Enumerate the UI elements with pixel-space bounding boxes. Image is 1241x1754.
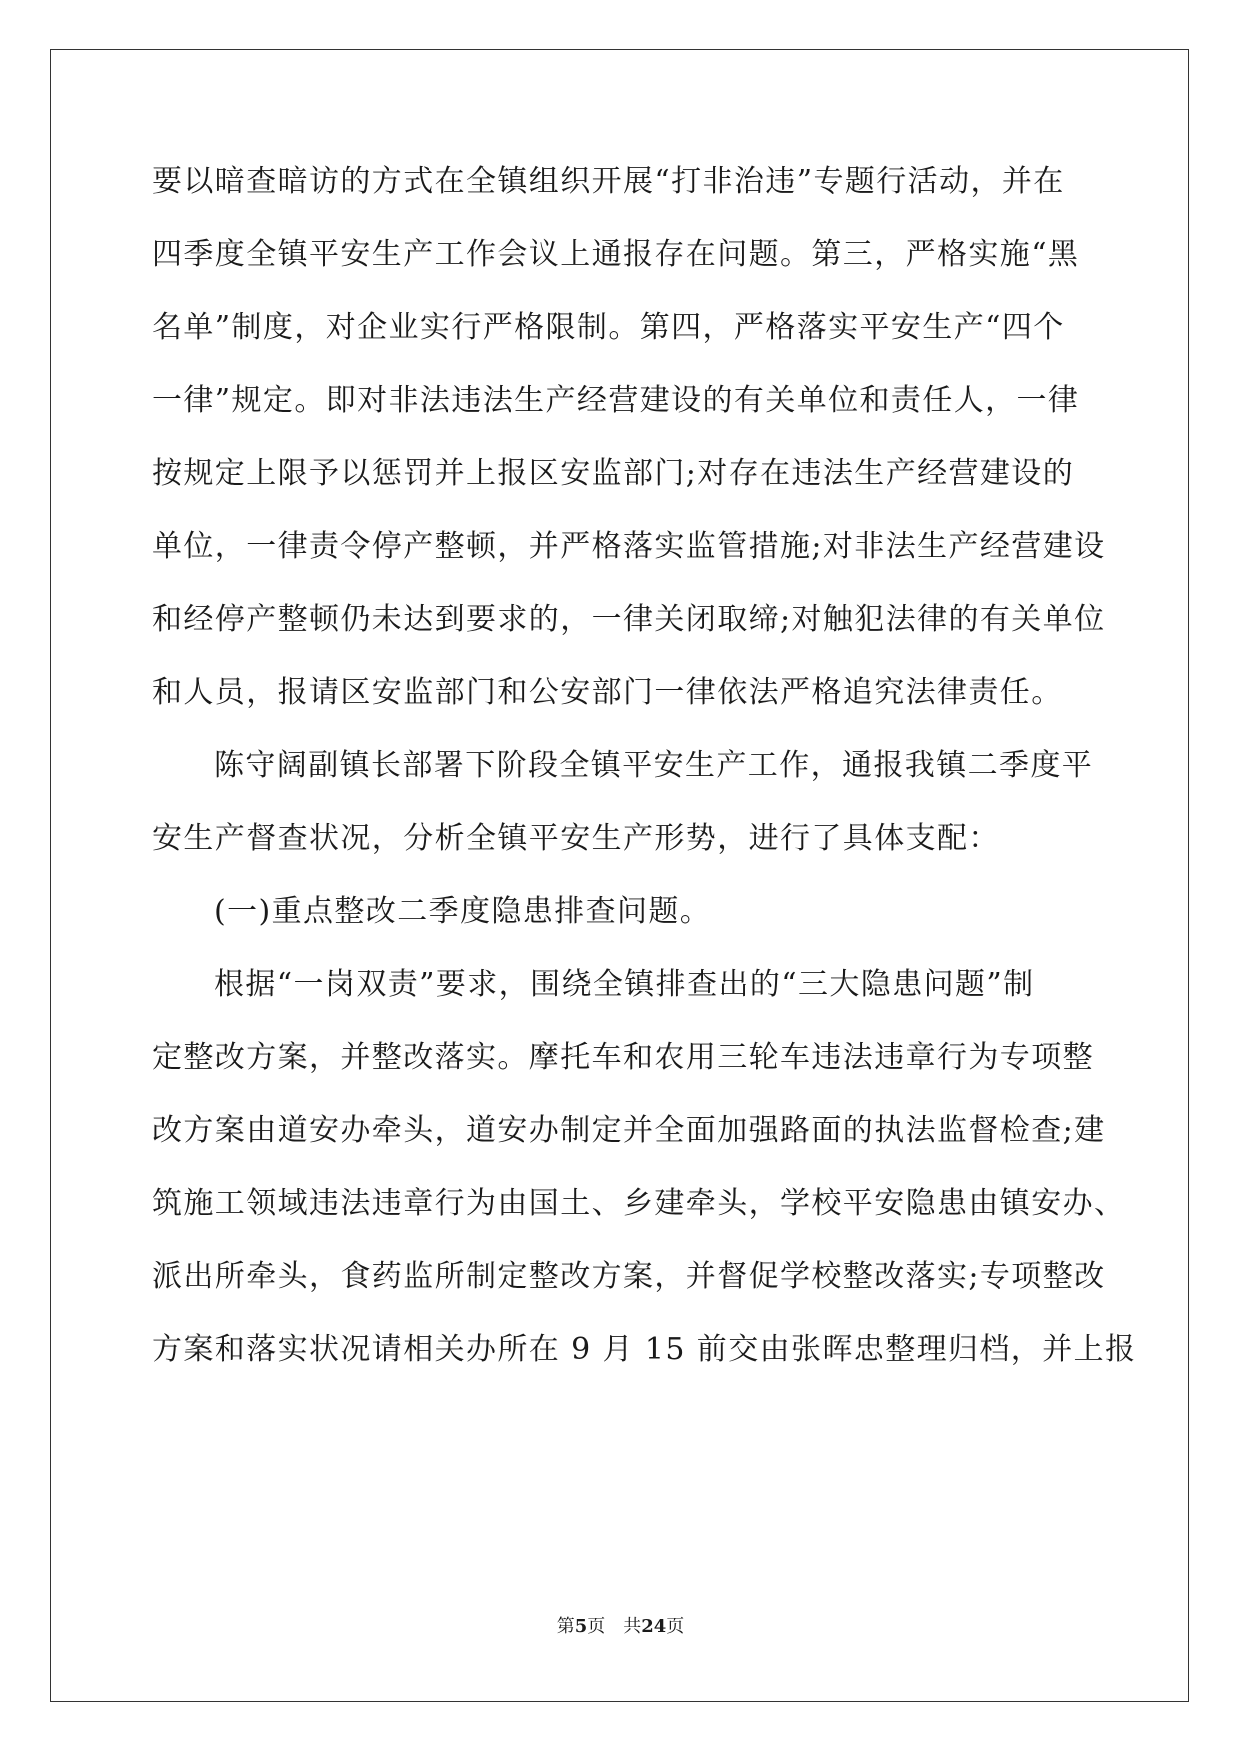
text-line: 四季度全镇平安生产工作会议上通报存在问题。第三，严格实施“黑 [152, 237, 1080, 272]
text-line: 安生产督查状况，分析全镇平安生产形势，进行了具体支配： [152, 821, 1000, 856]
text-line: 一律”规定。即对非法违法生产经营建设的有关单位和责任人，一律 [152, 383, 1080, 418]
page-border [50, 49, 1189, 1702]
text-line: 按规定上限予以惩罚并上报区安监部门;对存在违法生产经营建设的 [152, 456, 1075, 491]
text-line: 派出所牵头，食药监所制定整改方案，并督促学校整改落实;专项整改 [152, 1259, 1106, 1294]
text-line: 要以暗查暗访的方式在全镇组织开展“打非治违”专题行活动，并在 [152, 164, 1065, 199]
page-total: 24 [641, 1616, 667, 1637]
paragraph-first-line: 根据“一岗双责”要求，围绕全镇排查出的“三大隐患问题”制 [214, 967, 1035, 1002]
text-line: 方案和落实状况请相关办所在 9 月 15 前交由张晖忠整理归档，并上报 [152, 1332, 1137, 1367]
page-prefix: 第 [556, 1616, 575, 1637]
text-line: 筑施工领域违法违章行为由国土、乡建牵头，学校平安隐患由镇安办、 [152, 1186, 1126, 1221]
text-line: 和经停产整顿仍未达到要求的，一律关闭取缔;对触犯法律的有关单位 [152, 602, 1106, 637]
total-unit: 页 [666, 1616, 685, 1637]
page-footer [0, 1615, 1241, 1639]
page-unit: 页 [587, 1616, 606, 1637]
text-line: 改方案由道安办牵头，道安办制定并全面加强路面的执法监督检查;建 [152, 1113, 1106, 1148]
paragraph-first-line: 陈守阔副镇长部署下阶段全镇平安生产工作，通报我镇二季度平 [214, 748, 1094, 783]
section-heading: (一)重点整改二季度隐患排查问题。 [214, 894, 712, 929]
page-current: 5 [574, 1616, 588, 1637]
text-line: 名单”制度，对企业实行严格限制。第四，严格落实平安生产“四个 [152, 310, 1065, 345]
total-prefix: 共 [623, 1616, 642, 1637]
text-line: 单位，一律责令停产整顿，并严格落实监管措施;对非法生产经营建设 [152, 529, 1106, 564]
text-line: 和人员，报请区安监部门和公安部门一律依法严格追究法律责任。 [152, 675, 1063, 710]
text-line: 定整改方案，并整改落实。摩托车和农用三轮车违法违章行为专项整 [152, 1040, 1094, 1075]
